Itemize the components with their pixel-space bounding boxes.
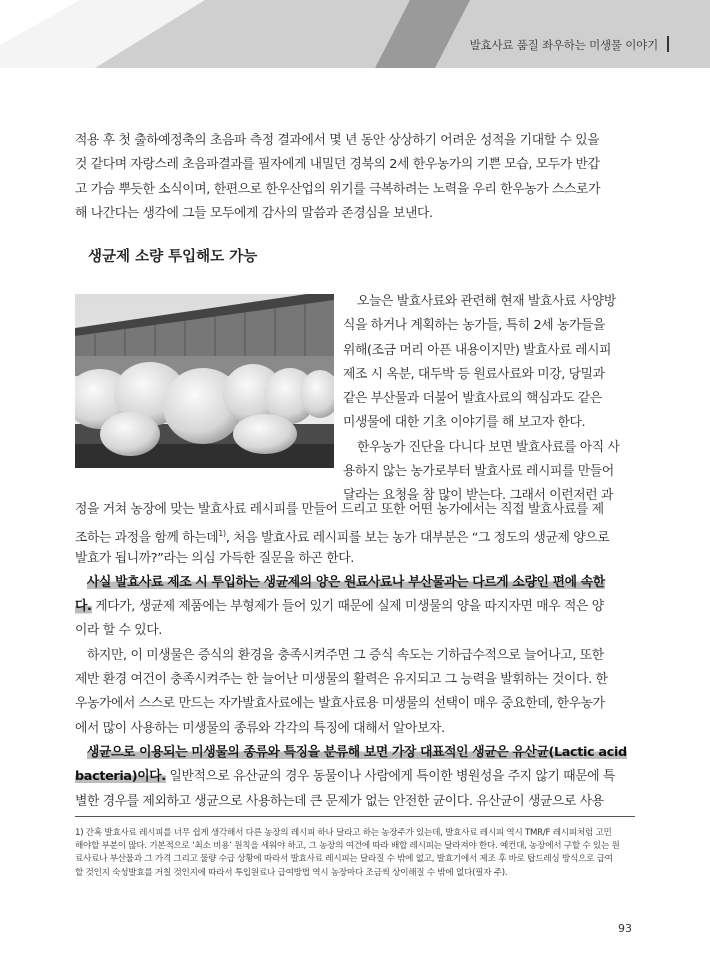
- right-line: 같은 부산물과 더불어 발효사료의 핵심과도 같은: [343, 391, 602, 407]
- body-line: [75, 522, 637, 546]
- intro-line: 고 가슴 뿌듯한 소식이며, 한편으로 한우산업의 위기를 극복하려는 노력을 우리 한우농가 스스로가: [75, 181, 601, 197]
- highlight-text: 다.: [75, 599, 92, 615]
- header-decoration: [0, 0, 710, 68]
- footnote-line: 료사료나 부산물과 그 가격 그리고 물량 수급 상황에 따라서 발효사료 레시피는 달라질 수 밖에 없고, 발효기에서 제조 후 바로 탑드레싱 방식으로 급여: [75, 854, 613, 865]
- right-line: 위해(조금 머리 아픈 내용이지만) 발효사료 레시피: [343, 342, 612, 358]
- body-line: 발효가 됩니까?”라는 의심 가득한 질문을 하곤 한다.: [75, 550, 354, 566]
- body-line: [75, 765, 637, 789]
- right-line: 식을 하거나 계획하는 농가들, 특히 2세 농가들을: [343, 318, 606, 334]
- right-column-paragraph: [343, 290, 635, 509]
- photo-silage-bags-icon: [75, 294, 334, 468]
- right-line: 미생물에 대한 기초 이야기를 해 보고자 한다.: [343, 415, 586, 431]
- footnote-line: 해야할 부분이 많다. 기본적으로 ‘최소 비용’ 원칙을 세워야 하고, 그 농장의 여건에 따라 배합 레시피는 달라져야 한다. 예컨대, 농장에서 구할 수 있는 원: [75, 841, 620, 852]
- footnote: [75, 827, 640, 880]
- body-paragraph: [75, 498, 637, 814]
- body-line: 정을 거쳐 농장에 맞는 발효사료 레시피를 만들어 드리고 또한 어떤 농가에서는 직접 발효사료를 제: [75, 502, 604, 517]
- intro-line: 적용 후 첫 출하예정축의 초음파 측정 결과에서 몇 년 동안 상상하기 어려운 성적을 기대할 수 있을: [75, 133, 600, 148]
- body-line: [75, 595, 637, 619]
- intro-line: 것 같다며 자랑스레 초음파결과를 필자에게 내밀던 경북의 2세 한우농가의 기쁜 모습, 모두가 반갑: [75, 157, 600, 173]
- footnote-divider: [75, 816, 635, 817]
- body-line: [75, 571, 637, 595]
- body-text: , 처음 발효사료 레시피를 보는 농가 대부분은 “그 정도의 생균제 양으로: [225, 530, 610, 546]
- highlight-text: 사실 발효사료 제조 시 투입하는 생균제의 양은 원료사료나 부산물과는 다르게 소량인 편에 속한: [87, 574, 605, 590]
- right-line: 용하지 않는 농가로부터 발효사료 레시피를 만들어: [343, 464, 614, 480]
- body-text: 게다가, 생균제 제품에는 부형제가 들어 있기 때문에 실제 미생물의 양을 따지자면 매우 적은 양: [91, 599, 604, 615]
- header-band: [0, 0, 710, 68]
- right-line: 달라는 요청을 참 많이 받는다. 그래서 이런저런 과: [343, 488, 613, 504]
- body-line: 제반 환경 여건이 충족시켜주는 한 늘어난 미생물의 활력은 유지되고 그 능력을 발휘하는 것이다. 한: [75, 672, 608, 688]
- intro-paragraph: [75, 129, 635, 226]
- intro-line: 해 나간다는 생각에 그들 모두에게 감사의 말씀과 존경심을 보낸다.: [75, 205, 433, 221]
- body-line: 별한 경우를 제외하고 생균으로 사용하는데 큰 문제가 없는 안전한 균이다. 유산균이 생균으로 사용: [75, 793, 604, 809]
- footnote-ref[interactable]: 1): [218, 529, 226, 539]
- right-line: 오늘은 발효사료와 관련해 현재 발효사료 사양방: [357, 294, 616, 309]
- section-heading: 생균제 소량 투입해도 가능: [88, 249, 258, 265]
- body-line: [75, 741, 637, 765]
- highlight-text: bacteria)이다.: [75, 769, 166, 785]
- highlight-text: 생균으로 이용되는 미생물의 종류와 특징을 분류해 보면 가장 대표적인 생균은 유산균(Lactic acid: [87, 744, 627, 760]
- body-text: 조하는 과정을 함께 하는데: [75, 530, 219, 546]
- right-line: 한우농가 진단을 다니다 보면 발효사료를 아직 사: [357, 439, 620, 455]
- body-line: 이라 할 수 있다.: [75, 623, 162, 639]
- body-text: 일반적으로 유산균의 경우 동물이나 사람에게 특이한 병원성을 주지 않기 때문에 특: [165, 769, 616, 785]
- right-line: 제조 시 옥분, 대두박 등 원료사료와 미강, 당밀과: [343, 366, 605, 382]
- running-title: 발효사료 품질 좌우하는 미생물 이야기: [469, 38, 658, 52]
- running-title-bar: [667, 36, 669, 52]
- body-line: 에서 많이 사용하는 미생물의 종류와 각각의 특징에 대해서 알아보자.: [75, 720, 445, 736]
- body-line: 우농가에서 스스로 만드는 자가발효사료에는 발효사료용 미생물의 선택이 매우 중요한데, 한우농가: [75, 696, 605, 712]
- footnote-line: 할 것인지 숙성발효를 거칠 것인지에 따라서 투입원료나 급여방법 역시 농장마다 조금씩 상이해질 수 밖에 없다(필자 주).: [75, 867, 508, 878]
- page-number: 93: [618, 922, 632, 935]
- body-line: 하지만, 이 미생물은 증식의 환경을 충족시켜주면 그 증식 속도는 기하급수적으로 늘어나고, 또한: [87, 647, 604, 663]
- footnote-line: 1) 간혹 발효사료 레시피를 너무 쉽게 생각해서 다른 농장의 레시피 하나 달라고 하는 농장주가 있는데, 발효사료 레시피 역시 TMR/F 레시피처럼 고민: [75, 828, 612, 838]
